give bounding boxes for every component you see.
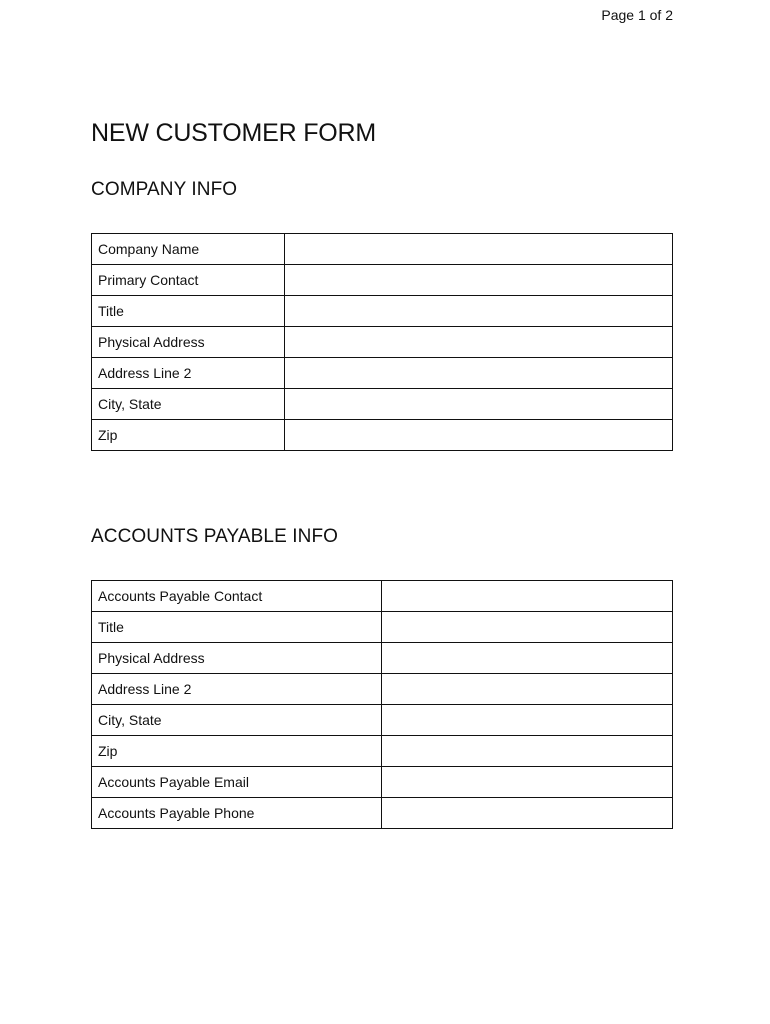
company-city-state-row	[92, 389, 673, 420]
company-zip-field[interactable]	[285, 420, 672, 450]
ap-email-field[interactable]	[382, 767, 672, 797]
ap-address-line-2-row	[92, 674, 673, 705]
company-city-state-label: City, State	[92, 389, 285, 420]
company-info-heading: COMPANY INFO	[91, 179, 238, 200]
company-info-table	[91, 233, 673, 451]
ap-address-line-2-label: Address Line 2	[92, 674, 382, 705]
company-physical-address-cell[interactable]	[285, 327, 673, 358]
ap-city-state-cell[interactable]	[382, 705, 673, 736]
ap-title-row	[92, 612, 673, 643]
company-title-label: Title	[92, 296, 285, 327]
ap-city-state-row	[92, 705, 673, 736]
ap-physical-address-label: Physical Address	[92, 643, 382, 674]
ap-address-line-2-cell[interactable]	[382, 674, 673, 705]
accounts-payable-info-table	[91, 580, 673, 829]
company-name-row	[92, 234, 673, 265]
ap-zip-cell[interactable]	[382, 736, 673, 767]
company-title-cell[interactable]	[285, 296, 673, 327]
company-address-line-2-cell[interactable]	[285, 358, 673, 389]
ap-title-field[interactable]	[382, 612, 672, 642]
company-zip-row	[92, 420, 673, 451]
accounts-payable-info-heading: ACCOUNTS PAYABLE INFO	[91, 526, 339, 547]
company-title-field[interactable]	[285, 296, 672, 326]
ap-address-line-2-field[interactable]	[382, 674, 672, 704]
ap-contact-label: Accounts Payable Contact	[92, 581, 382, 612]
ap-title-label: Title	[92, 612, 382, 643]
ap-email-label: Accounts Payable Email	[92, 767, 382, 798]
ap-physical-address-row	[92, 643, 673, 674]
ap-phone-label: Accounts Payable Phone	[92, 798, 382, 829]
company-title-row	[92, 296, 673, 327]
ap-phone-row	[92, 798, 673, 829]
company-physical-address-field[interactable]	[285, 327, 672, 357]
ap-zip-row	[92, 736, 673, 767]
ap-zip-label: Zip	[92, 736, 382, 767]
ap-zip-field[interactable]	[382, 736, 672, 766]
company-name-label: Company Name	[92, 234, 285, 265]
company-name-cell[interactable]	[285, 234, 673, 265]
ap-city-state-label: City, State	[92, 705, 382, 736]
ap-contact-field[interactable]	[382, 581, 672, 611]
company-name-field[interactable]	[285, 234, 672, 264]
company-zip-cell[interactable]	[285, 420, 673, 451]
ap-title-cell[interactable]	[382, 612, 673, 643]
ap-contact-row	[92, 581, 673, 612]
company-address-line-2-field[interactable]	[285, 358, 672, 388]
primary-contact-label: Primary Contact	[92, 265, 285, 296]
company-city-state-field[interactable]	[285, 389, 672, 419]
ap-phone-cell[interactable]	[382, 798, 673, 829]
ap-contact-cell[interactable]	[382, 581, 673, 612]
company-physical-address-row	[92, 327, 673, 358]
primary-contact-cell[interactable]	[285, 265, 673, 296]
ap-physical-address-field[interactable]	[382, 643, 672, 673]
form-title: NEW CUSTOMER FORM	[91, 119, 377, 147]
ap-phone-field[interactable]	[382, 798, 672, 828]
company-address-line-2-row	[92, 358, 673, 389]
ap-email-cell[interactable]	[382, 767, 673, 798]
company-city-state-cell[interactable]	[285, 389, 673, 420]
primary-contact-field[interactable]	[285, 265, 672, 295]
page-indicator: Page 1 of 2	[601, 7, 673, 23]
company-physical-address-label: Physical Address	[92, 327, 285, 358]
primary-contact-row	[92, 265, 673, 296]
ap-city-state-field[interactable]	[382, 705, 672, 735]
company-address-line-2-label: Address Line 2	[92, 358, 285, 389]
ap-physical-address-cell[interactable]	[382, 643, 673, 674]
ap-email-row	[92, 767, 673, 798]
company-zip-label: Zip	[92, 420, 285, 451]
